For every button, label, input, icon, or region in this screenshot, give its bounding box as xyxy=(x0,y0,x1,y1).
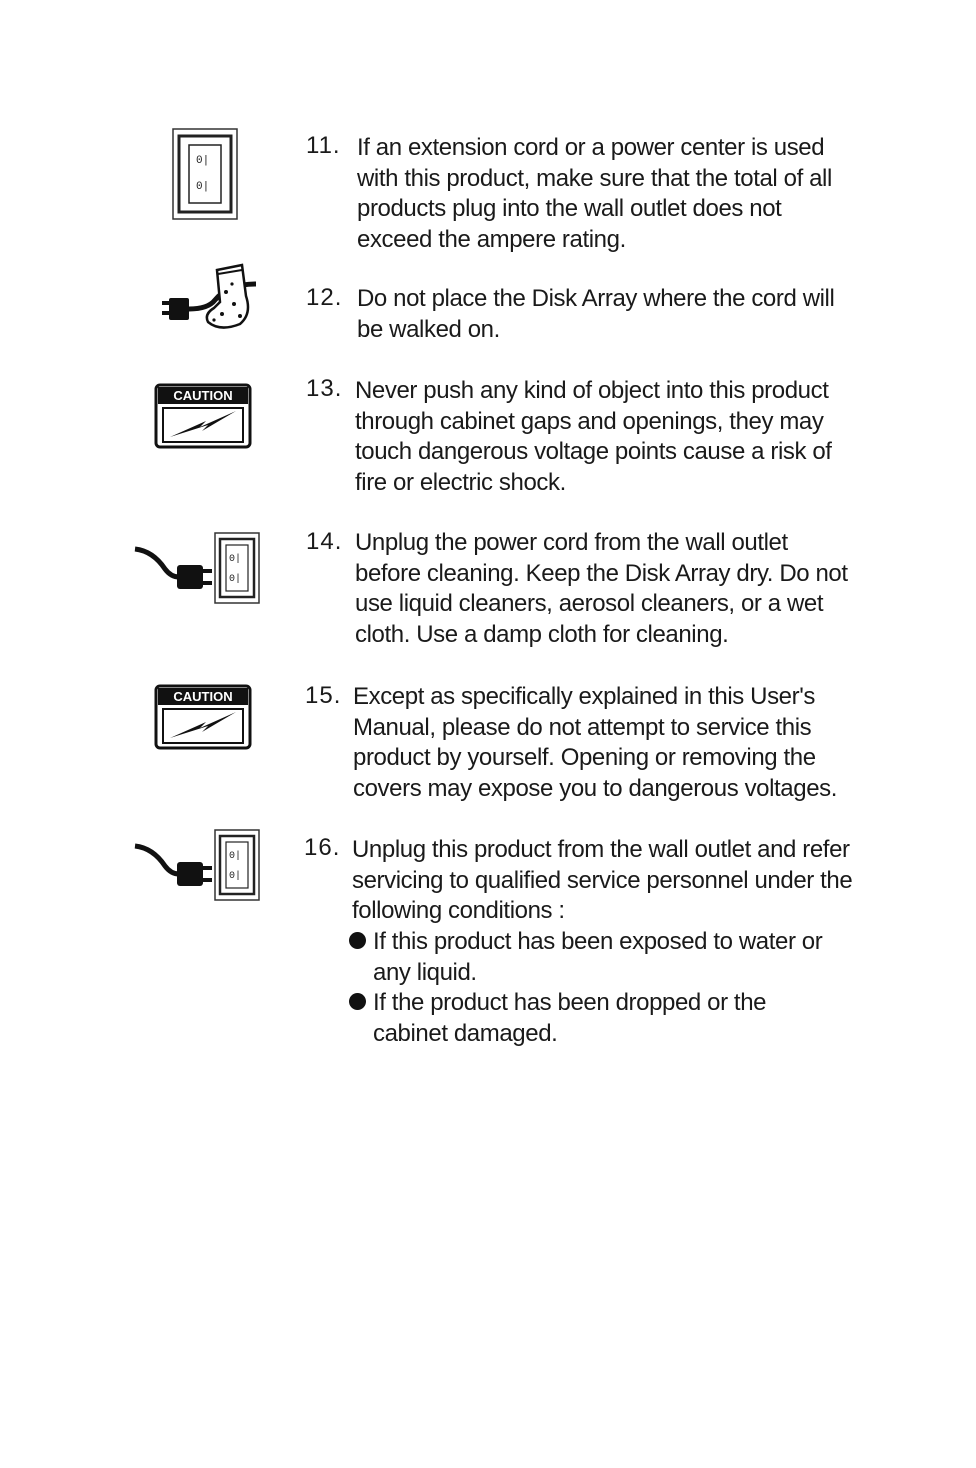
bullet-icon xyxy=(349,932,366,949)
svg-text:0|: 0| xyxy=(229,851,242,862)
item-number: 14. xyxy=(306,528,343,555)
item-number: 13. xyxy=(306,375,343,402)
bullet-icon xyxy=(349,993,366,1010)
item-number: 11. xyxy=(306,132,341,159)
caution-shock-icon xyxy=(154,383,252,449)
svg-text:0|: 0| xyxy=(196,155,210,167)
item-text: If an extension cord or a power center is used with this product, make sure that the total of all products plug into the wall outlet does not exceed the ampere rating. xyxy=(357,134,832,253)
item-number: 12. xyxy=(306,284,343,311)
item-text: Do not place the Disk Array where the cord will be walked on. xyxy=(357,285,835,343)
svg-text:0|: 0| xyxy=(229,554,242,565)
svg-text:0|: 0| xyxy=(196,181,210,193)
caution-shock-icon xyxy=(154,684,252,750)
svg-text:0|: 0| xyxy=(229,574,242,585)
wall-outlet-icon xyxy=(170,127,240,222)
unplug-cord-icon xyxy=(133,828,263,904)
condition-list xyxy=(349,927,822,1049)
item-text: Except as specifically explained in this User's Manual, please do not attempt to service this product by yourself. Opening or removing the covers may expose you to dangerous voltages. xyxy=(353,683,838,802)
item-text: Never push any kind of object into this product through cabinet gaps and openings, they may touch dangerous voltage points cause a risk of fire or electric shock. xyxy=(355,377,832,496)
unplug-cord-icon xyxy=(133,531,263,607)
caution-label: CAUTION xyxy=(173,388,233,403)
item-number: 16. xyxy=(304,834,341,861)
item-text: Unplug the power cord from the wall outlet before cleaning. Keep the Disk Array dry. Do not use liquid cleaners, aerosol cleaners, or a wet cloth. Use a damp cloth for cleaning. xyxy=(355,529,848,648)
caution-label: CAUTION xyxy=(173,689,233,704)
cord-walked-on-icon xyxy=(160,262,262,332)
item-text: Unplug this product from the wall outlet and refer servicing to qualified service personnel under the following conditions : xyxy=(352,836,853,924)
list-item: If this product has been exposed to water or any liquid. xyxy=(349,927,822,988)
svg-text:0|: 0| xyxy=(229,871,242,882)
list-item: If the product has been dropped or the cabinet damaged. xyxy=(349,988,822,1049)
item-number: 15. xyxy=(305,682,342,709)
